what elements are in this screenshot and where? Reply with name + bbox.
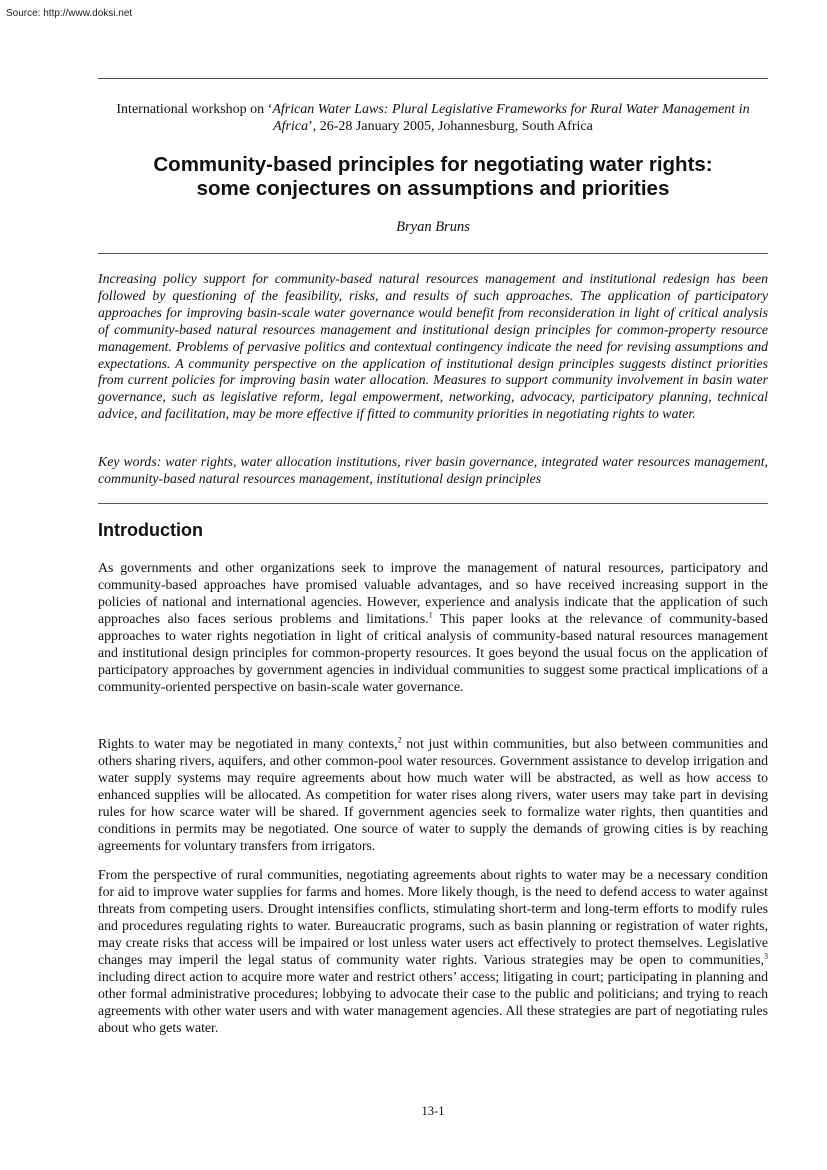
author-name: Bryan Bruns xyxy=(396,219,470,235)
paper-title xyxy=(98,153,768,201)
body-paragraph-3 xyxy=(98,866,768,1036)
footnote-ref-2[interactable]: 2 xyxy=(397,735,402,745)
section-heading-introduction: Introduction xyxy=(98,520,203,540)
paragraph-text: As governments and other organizations seek to improve the management of natural resources, participatory and community-based approaches have promised valuable advantages, and so have received increasing support in the policies of national and international agencies. However, experience and analysis indicate that the application of such approaches also faces serious problems and limitations. xyxy=(98,560,768,626)
paragraph-text: Rights to water may be negotiated in many contexts, xyxy=(98,736,398,751)
paragraph-text: This paper looks at the relevance of community-based approaches to water rights negotiation in light of critical analysis of community-based natural resources management and institutional design principles for common-property resources. It goes beyond the usual focus on the application of participatory approaches by government agencies in individual communities to suggest some practical implications of a community-oriented perspective on basin-scale water governance. xyxy=(98,611,768,694)
paragraph-text: not just within communities, but also between communities and others sharing rivers, aquifers, and other common-pool water resources. Government assistance to develop irrigation and water supply systems may require agreements about how much water will be abstracted, as well as how access to enhanced supplies will be allocated. As competition for water rises along rivers, water users may take part in devising rules for how scarce water will be shared. If government agencies seek to formalize water rights, then quantities and conditions in permits may be negotiated. One source of water to supply the demands of growing cities is by reaching agreements for voluntary transfers from irrigators. xyxy=(98,736,768,853)
body-paragraph-2 xyxy=(98,735,768,854)
body-paragraph-1 xyxy=(98,559,768,695)
workshop-citation xyxy=(98,101,768,135)
paragraph-text: including direct action to acquire more water and restrict others’ access; litigating in court; participating in planning and other formal administrative procedures; lobbying to advocate their case to the public and politicians; and trying to reach agreements with other water users and with water management agencies. All these strategies are part of negotiating rules about who gets water. xyxy=(98,969,768,1035)
workshop-title: African Water Laws: Plural Legislative Frameworks for Rural Water Management in Africa xyxy=(272,102,750,134)
workshop-suffix: ’, 26-28 January 2005, Johannesburg, South Africa xyxy=(308,119,593,134)
abstract-rule xyxy=(98,503,768,504)
header-rule xyxy=(98,78,768,79)
footnote-ref-1[interactable]: 1 xyxy=(428,610,433,620)
abstract: Increasing policy support for community-based natural resources management and institutional redesign has been followed by questioning of the feasibility, risks, and results of such approaches. The application of participatory approaches for improving basin-scale water governance would benefit from reconsideration in light of critical analysis of community-based natural resources management and institutional design principles for common-property resource management. Problems of pervasive politics and contextual contingency indicate the need for revising assumptions and expectations. A community perspective on the application of institutional design principles suggests distinct priorities from current policies for improving basin water allocation. Measures to support community involvement in basin water governance, such as legislative reform, legal empowerment, networking, advocacy, participatory planning, technical advice, and facilitation, may be more effective if fitted to community priorities in negotiating rights to water. xyxy=(98,271,768,422)
title-line-2: some conjectures on assumptions and priorities xyxy=(196,177,670,200)
keywords: Key words: water rights, water allocation institutions, river basin governance, integrated water resources management, community-based natural resources management, institutional design principles xyxy=(98,454,768,486)
page-number: 13-1 xyxy=(421,1104,445,1118)
paragraph-text: From the perspective of rural communities, negotiating agreements about rights to water may be a necessary condition for aid to improve water supplies for farms and homes. More likely though, is the need to defend access to water against threats from competing users. Drought intensifies conflicts, stimulating short-term and long-term efforts to modify rules and procedures regulating rights to water. Bureaucratic programs, such as basin planning or registration of water rights, may create risks that access will be impaired or lost unless water users act effectively to protect themselves. Legislative changes may imperil the legal status of community water rights. Various strategies may be open to communities, xyxy=(98,867,768,967)
workshop-prefix: International workshop on ‘ xyxy=(116,102,273,117)
footnote-ref-3[interactable]: 3 xyxy=(764,951,768,961)
author-rule xyxy=(98,253,768,254)
title-line-1: Community-based principles for negotiating water rights: xyxy=(153,153,713,176)
source-label[interactable]: Source: http://www.doksi.net xyxy=(6,8,133,19)
